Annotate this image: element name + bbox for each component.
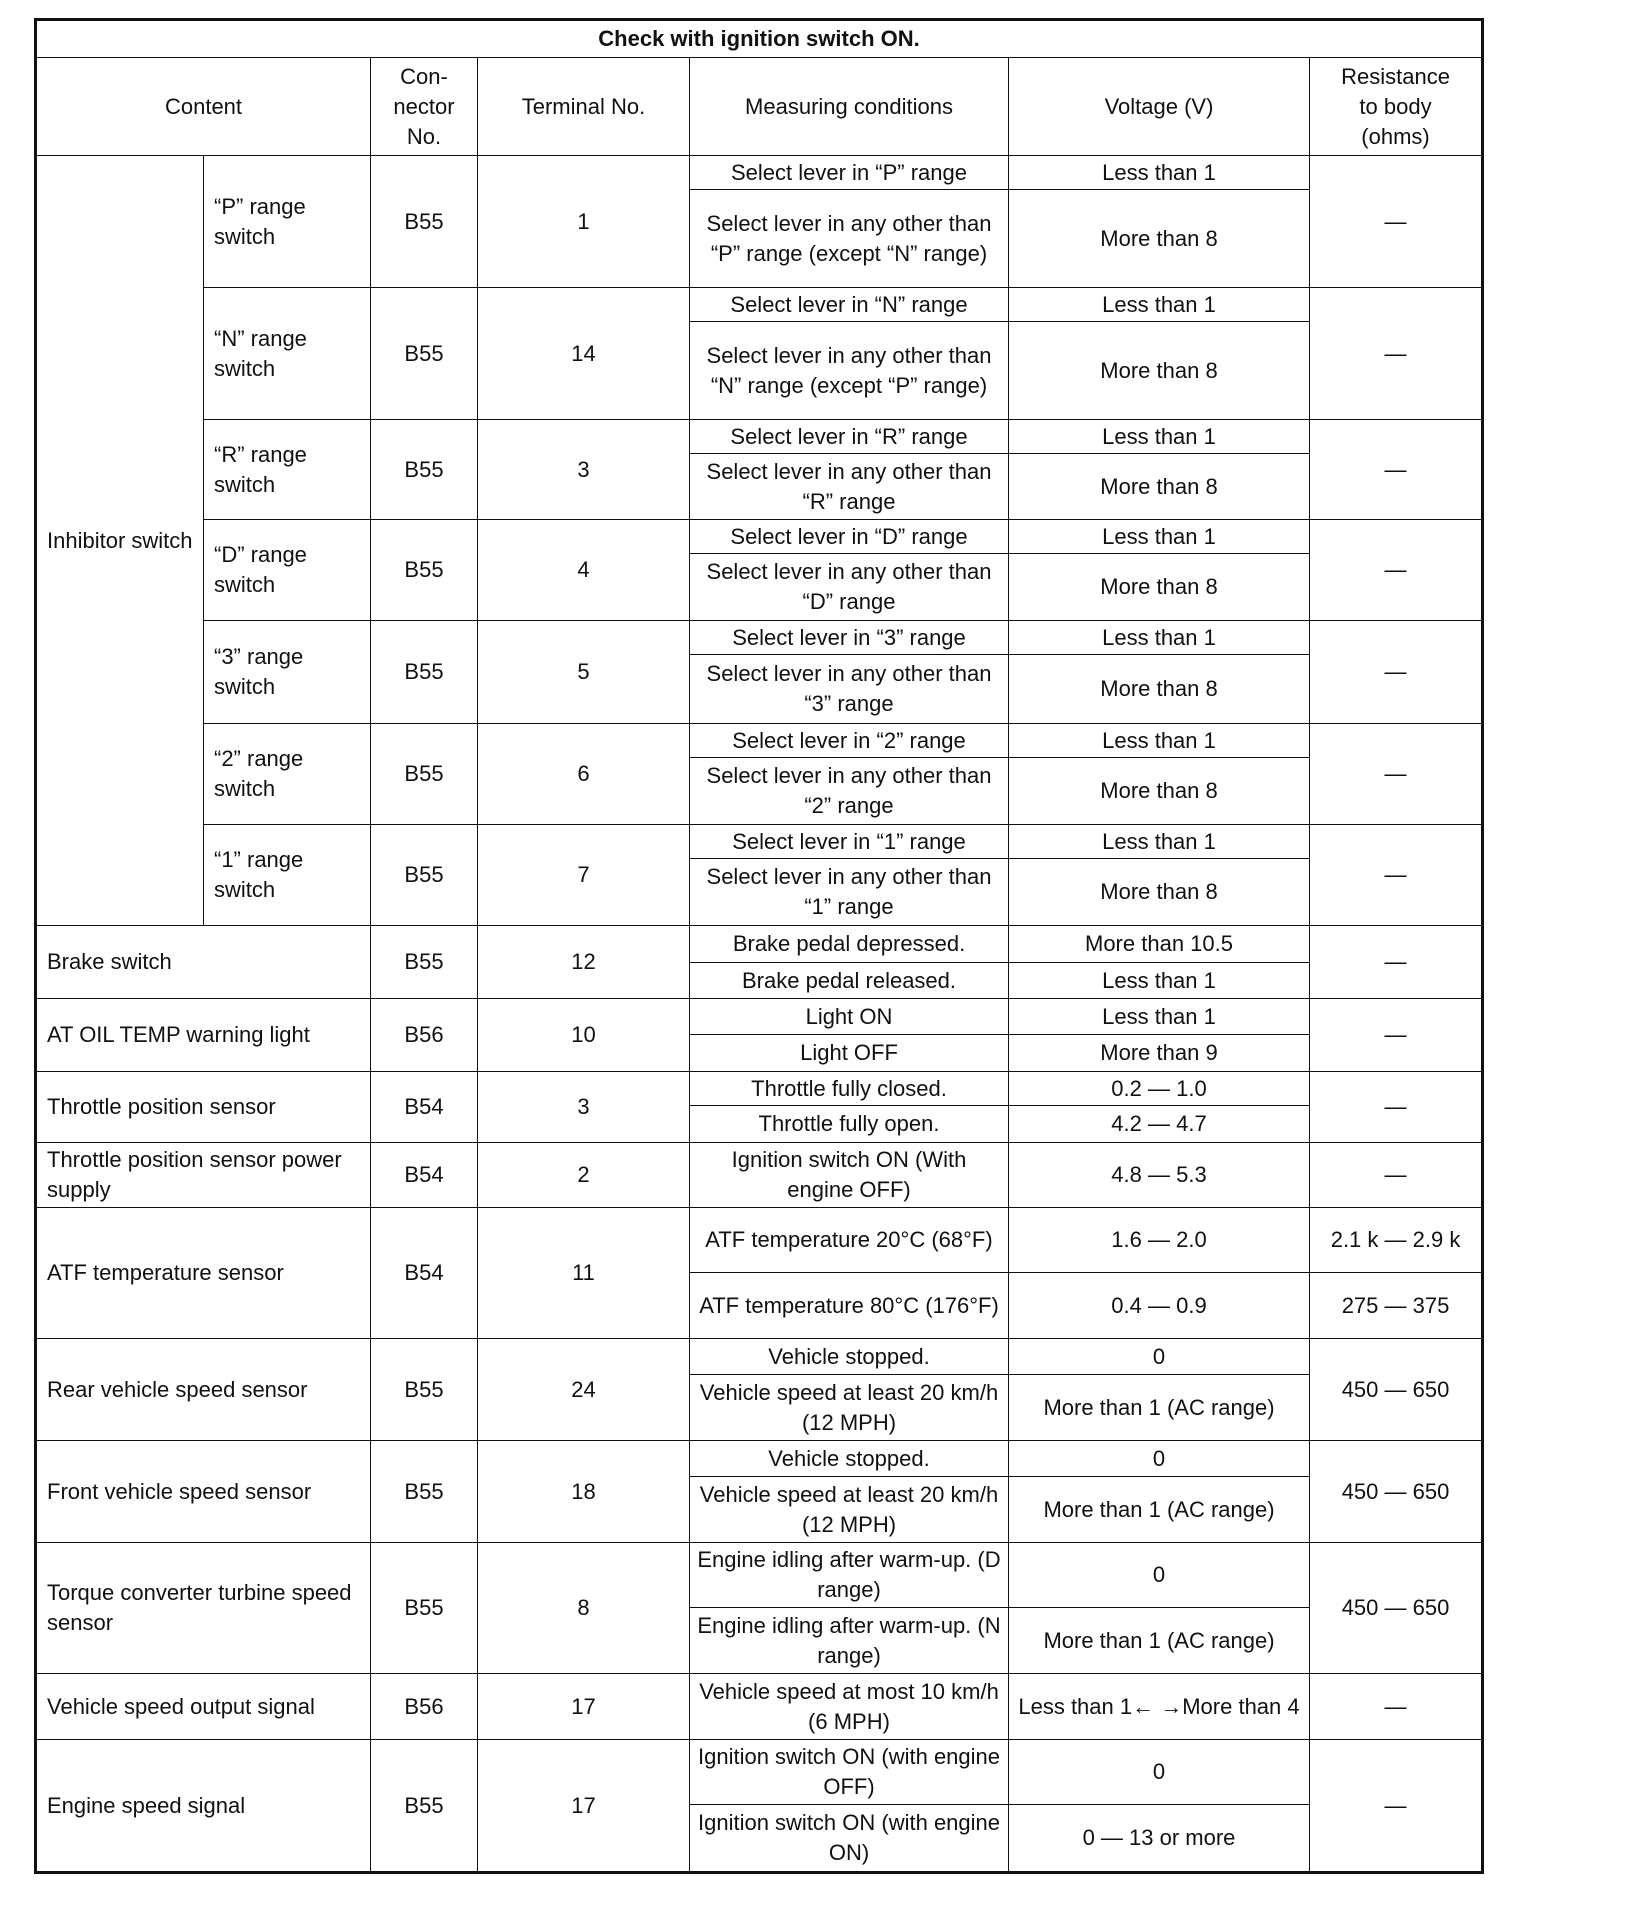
table-row xyxy=(36,1339,1483,1375)
content-label: Vehicle speed output signal xyxy=(36,1674,371,1740)
content-label: Engine speed signal xyxy=(36,1740,371,1873)
voltage-value: More than 8 xyxy=(1009,554,1310,621)
voltage-value: 4.8 — 5.3 xyxy=(1009,1143,1310,1208)
voltage-value: 0 xyxy=(1009,1339,1310,1375)
connector-no: B55 xyxy=(371,288,478,420)
content-label: Front vehicle speed sensor xyxy=(36,1441,371,1543)
resistance-value: — xyxy=(1310,1740,1483,1873)
connector-no: B55 xyxy=(371,1740,478,1873)
voltage-value: 1.6 — 2.0 xyxy=(1009,1208,1310,1273)
voltage-value: 0 xyxy=(1009,1441,1310,1477)
terminal-no: 4 xyxy=(478,520,690,621)
connector-no: B56 xyxy=(371,999,478,1072)
connector-no: B54 xyxy=(371,1208,478,1339)
table-row xyxy=(36,926,1483,963)
resistance-value: 450 — 650 xyxy=(1310,1441,1483,1543)
voltage-value: 0 xyxy=(1009,1543,1310,1608)
measuring-condition: Vehicle stopped. xyxy=(690,1339,1009,1375)
resistance-value: — xyxy=(1310,621,1483,724)
header-voltage: Voltage (V) xyxy=(1009,58,1310,156)
measuring-condition: Brake pedal released. xyxy=(690,963,1009,999)
voltage-value: More than 8 xyxy=(1009,859,1310,926)
resistance-value: 450 — 650 xyxy=(1310,1543,1483,1674)
resistance-value: — xyxy=(1310,825,1483,926)
connector-no: B55 xyxy=(371,1543,478,1674)
content-label: AT OIL TEMP warning light xyxy=(36,999,371,1072)
voltage-value: Less than 1 xyxy=(1009,288,1310,322)
resistance-value: — xyxy=(1310,288,1483,420)
resistance-value: 2.1 k — 2.9 k xyxy=(1310,1208,1483,1273)
resistance-value: — xyxy=(1310,156,1483,288)
resistance-value: — xyxy=(1310,1143,1483,1208)
content-label: “N” range switch xyxy=(204,288,371,420)
voltage-value: 0.4 — 0.9 xyxy=(1009,1273,1310,1339)
measuring-condition: Select lever in any other than “2” range xyxy=(690,758,1009,825)
measuring-condition: Vehicle speed at most 10 km/h (6 MPH) xyxy=(690,1674,1009,1740)
voltage-value: 0 xyxy=(1009,1740,1310,1805)
measuring-condition: Select lever in “P” range xyxy=(690,156,1009,190)
terminal-no: 8 xyxy=(478,1543,690,1674)
measuring-condition: Ignition switch ON (with engine OFF) xyxy=(690,1740,1009,1805)
voltage-value: More than 1 (AC range) xyxy=(1009,1375,1310,1441)
measuring-condition: Select lever in “3” range xyxy=(690,621,1009,655)
voltage-value: Less than 1 xyxy=(1009,724,1310,758)
content-label: Throttle position sensor xyxy=(36,1072,371,1143)
measuring-condition: Light ON xyxy=(690,999,1009,1035)
voltage-value: More than 9 xyxy=(1009,1035,1310,1072)
measuring-condition: Ignition switch ON (With engine OFF) xyxy=(690,1143,1009,1208)
table-row xyxy=(36,724,1483,758)
terminal-no: 1 xyxy=(478,156,690,288)
resistance-value: — xyxy=(1310,1072,1483,1143)
measuring-condition: Engine idling after warm-up. (N range) xyxy=(690,1608,1009,1674)
voltage-value: 0 — 13 or more xyxy=(1009,1805,1310,1873)
terminal-no: 24 xyxy=(478,1339,690,1441)
resistance-value: — xyxy=(1310,926,1483,999)
connector-no: B54 xyxy=(371,1143,478,1208)
measuring-condition: ATF temperature 20°C (68°F) xyxy=(690,1208,1009,1273)
table-row xyxy=(36,999,1483,1035)
resistance-value: — xyxy=(1310,724,1483,825)
connector-no: B56 xyxy=(371,1674,478,1740)
voltage-value: Less than 1 xyxy=(1009,621,1310,655)
terminal-no: 2 xyxy=(478,1143,690,1208)
measuring-condition: Select lever in “N” range xyxy=(690,288,1009,322)
content-label: Brake switch xyxy=(36,926,371,999)
content-label: “P” range switch xyxy=(204,156,371,288)
connector-no: B55 xyxy=(371,926,478,999)
connector-no: B55 xyxy=(371,621,478,724)
resistance-value: 275 — 375 xyxy=(1310,1273,1483,1339)
voltage-value: Less than 1← →More than 4 xyxy=(1009,1674,1310,1740)
content-label: “2” range switch xyxy=(204,724,371,825)
measuring-condition: Light OFF xyxy=(690,1035,1009,1072)
measuring-condition: Select lever in “1” range xyxy=(690,825,1009,859)
voltage-value: More than 8 xyxy=(1009,655,1310,724)
measuring-condition: ATF temperature 80°C (176°F) xyxy=(690,1273,1009,1339)
table-title: Check with ignition switch ON. xyxy=(36,20,1483,58)
measuring-condition: Select lever in any other than “N” range (except “P” range) xyxy=(690,322,1009,420)
terminal-no: 17 xyxy=(478,1674,690,1740)
measuring-condition: Select lever in any other than “R” range xyxy=(690,454,1009,520)
connector-no: B55 xyxy=(371,724,478,825)
measuring-condition: Select lever in “2” range xyxy=(690,724,1009,758)
table-row xyxy=(36,825,1483,859)
terminal-no: 17 xyxy=(478,1740,690,1873)
header-terminal-no: Terminal No. xyxy=(478,58,690,156)
header-measuring-conditions: Measuring conditions xyxy=(690,58,1009,156)
voltage-value: More than 8 xyxy=(1009,190,1310,288)
content-label: “1” range switch xyxy=(204,825,371,926)
measuring-condition: Select lever in “D” range xyxy=(690,520,1009,554)
measuring-condition: Vehicle speed at least 20 km/h (12 MPH) xyxy=(690,1375,1009,1441)
voltage-value: More than 8 xyxy=(1009,454,1310,520)
header-resistance-to-body: Resistance to body (ohms) xyxy=(1310,58,1483,156)
resistance-value: — xyxy=(1310,1674,1483,1740)
terminal-no: 5 xyxy=(478,621,690,724)
table-row xyxy=(36,288,1483,322)
header-content: Content xyxy=(36,58,371,156)
connector-no: B55 xyxy=(371,825,478,926)
table-row xyxy=(36,1441,1483,1477)
voltage-value: More than 8 xyxy=(1009,758,1310,825)
table-row xyxy=(36,1208,1483,1273)
voltage-value: 4.2 — 4.7 xyxy=(1009,1106,1310,1143)
voltage-value: More than 1 (AC range) xyxy=(1009,1608,1310,1674)
table-row xyxy=(36,420,1483,454)
voltage-value: 0.2 — 1.0 xyxy=(1009,1072,1310,1106)
voltage-value: More than 10.5 xyxy=(1009,926,1310,963)
measuring-condition: Throttle fully open. xyxy=(690,1106,1009,1143)
connector-no: B55 xyxy=(371,156,478,288)
table-row xyxy=(36,1072,1483,1106)
table-row xyxy=(36,1674,1483,1740)
terminal-no: 3 xyxy=(478,420,690,520)
connector-no: B55 xyxy=(371,420,478,520)
measuring-condition: Select lever in any other than “3” range xyxy=(690,655,1009,724)
resistance-value: — xyxy=(1310,420,1483,520)
table-row xyxy=(36,621,1483,655)
terminal-no: 12 xyxy=(478,926,690,999)
terminal-no: 7 xyxy=(478,825,690,926)
terminal-no: 18 xyxy=(478,1441,690,1543)
connector-no: B55 xyxy=(371,1339,478,1441)
table-row xyxy=(36,1143,1483,1208)
resistance-value: — xyxy=(1310,999,1483,1072)
measuring-condition: Ignition switch ON (with engine ON) xyxy=(690,1805,1009,1873)
content-label: “D” range switch xyxy=(204,520,371,621)
content-label: Torque converter turbine speed sensor xyxy=(36,1543,371,1674)
voltage-value: Less than 1 xyxy=(1009,420,1310,454)
measuring-condition: Engine idling after warm-up. (D range) xyxy=(690,1543,1009,1608)
connector-no: B55 xyxy=(371,520,478,621)
header-connector-no: Con- nector No. xyxy=(371,58,478,156)
measuring-condition: Select lever in any other than “P” range (except “N” range) xyxy=(690,190,1009,288)
content-label: ATF temperature sensor xyxy=(36,1208,371,1339)
terminal-no: 6 xyxy=(478,724,690,825)
content-label: Throttle position sensor power supply xyxy=(36,1143,371,1208)
content-label: “R” range switch xyxy=(204,420,371,520)
measuring-condition: Select lever in “R” range xyxy=(690,420,1009,454)
table-row xyxy=(36,1740,1483,1805)
terminal-no: 14 xyxy=(478,288,690,420)
voltage-value: More than 1 (AC range) xyxy=(1009,1477,1310,1543)
resistance-value: — xyxy=(1310,520,1483,621)
voltage-value: Less than 1 xyxy=(1009,999,1310,1035)
content-label: “3” range switch xyxy=(204,621,371,724)
table-row xyxy=(36,1543,1483,1608)
measuring-condition: Select lever in any other than “D” range xyxy=(690,554,1009,621)
voltage-value: Less than 1 xyxy=(1009,963,1310,999)
terminal-no: 11 xyxy=(478,1208,690,1339)
table-row xyxy=(36,156,1483,190)
measuring-condition: Vehicle stopped. xyxy=(690,1441,1009,1477)
measuring-condition: Select lever in any other than “1” range xyxy=(690,859,1009,926)
table-row xyxy=(36,520,1483,554)
content-label: Rear vehicle speed sensor xyxy=(36,1339,371,1441)
ignition-on-check-table xyxy=(34,18,1484,1874)
content-group-label: Inhibitor switch xyxy=(36,156,204,926)
connector-no: B54 xyxy=(371,1072,478,1143)
measuring-condition: Brake pedal depressed. xyxy=(690,926,1009,963)
voltage-value: Less than 1 xyxy=(1009,156,1310,190)
connector-no: B55 xyxy=(371,1441,478,1543)
terminal-no: 3 xyxy=(478,1072,690,1143)
voltage-value: More than 8 xyxy=(1009,322,1310,420)
measuring-condition: Throttle fully closed. xyxy=(690,1072,1009,1106)
terminal-no: 10 xyxy=(478,999,690,1072)
measuring-condition: Vehicle speed at least 20 km/h (12 MPH) xyxy=(690,1477,1009,1543)
voltage-value: Less than 1 xyxy=(1009,520,1310,554)
resistance-value: 450 — 650 xyxy=(1310,1339,1483,1441)
voltage-value: Less than 1 xyxy=(1009,825,1310,859)
